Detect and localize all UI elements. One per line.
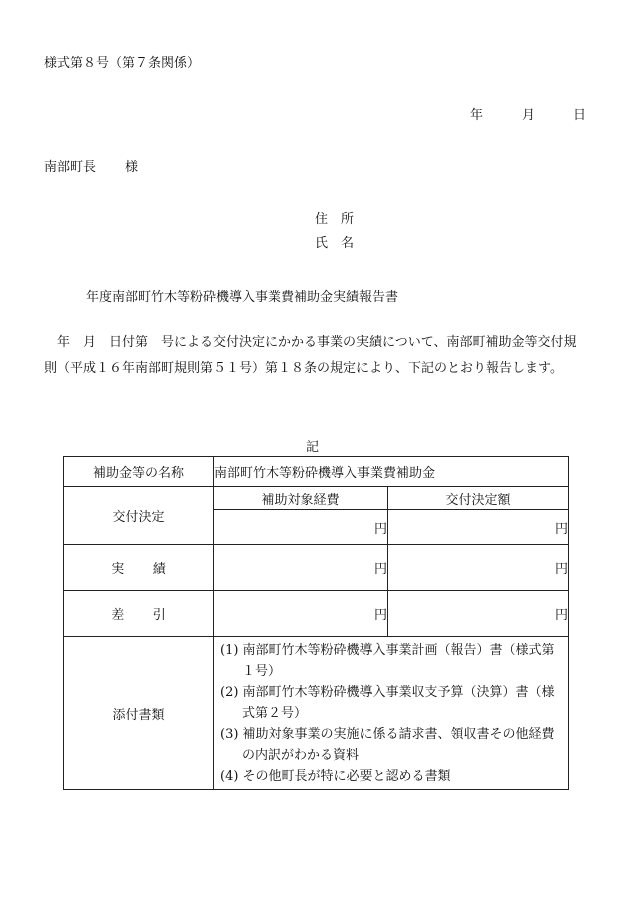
date-year-label: 年: [470, 108, 484, 123]
attachments-list: [214, 637, 568, 789]
applicant-block: [315, 208, 367, 256]
table-row: [64, 487, 569, 510]
table-row: [64, 545, 569, 591]
kofu-kettei-target-cell[interactable]: 円: [214, 510, 388, 545]
decided-amount-header: 交付決定額: [388, 487, 569, 510]
sashihiki-target-cell[interactable]: 円: [214, 591, 388, 637]
subsidy-name-label: 補助金等の名称: [64, 457, 214, 487]
table-row: [64, 637, 569, 790]
document-title: 年度南部町竹木等粉砕機導入事業費補助金実績報告書: [86, 290, 399, 305]
row-label-jisseki: 実績: [64, 545, 214, 591]
form-number: 様式第８号（第７条関係）: [44, 56, 201, 71]
table-row: [64, 457, 569, 487]
date-day-label: 日: [573, 108, 587, 123]
jisseki-target-cell[interactable]: 円: [214, 545, 388, 591]
attachment-item: (1) 南部町竹木等粉砕機導入事業計画（報告）書（様式第１号）: [220, 643, 555, 679]
addressee: [44, 156, 138, 175]
row-label-kofu-kettei: 交付決定: [64, 487, 214, 545]
row-label-sashihiki: 差引: [64, 591, 214, 637]
attachment-item: (3) 補助対象事業の実施に係る請求書、領収書その他経費の内訳がわかる資料: [220, 727, 555, 763]
sashihiki-decided-cell[interactable]: 円: [388, 591, 569, 637]
kofu-kettei-decided-cell[interactable]: 円: [388, 510, 569, 545]
addressee-honorific: 様: [125, 160, 139, 175]
body-paragraph: 年 月 日付第 号による交付決定にかかる事業の実績について、南部町補助金等交付規則（平成１６年南部町規則第５１号）第１８条の規定により、下記のとおり報告します。: [44, 335, 577, 376]
target-expense-header: 補助対象経費: [214, 487, 388, 510]
jisseki-decided-cell[interactable]: 円: [388, 545, 569, 591]
attachments-cell: [214, 637, 569, 790]
name-label: 氏名: [315, 236, 368, 251]
attachments-label: 添付書類: [64, 637, 214, 790]
report-table: [63, 456, 569, 790]
addressee-name: 南部町長: [44, 160, 97, 175]
ki-heading: 記: [306, 440, 320, 455]
attachment-item: (4) その他町長が特に必要と認める書類: [220, 769, 451, 784]
address-label: 住所: [315, 212, 368, 227]
attachment-item: (2) 南部町竹木等粉砕機導入事業収支予算（決算）書（様式第２号）: [220, 685, 555, 721]
date-month-label: 月: [522, 108, 536, 123]
subsidy-name-value: 南部町竹木等粉砕機導入事業費補助金: [214, 457, 569, 487]
table-row: [64, 591, 569, 637]
